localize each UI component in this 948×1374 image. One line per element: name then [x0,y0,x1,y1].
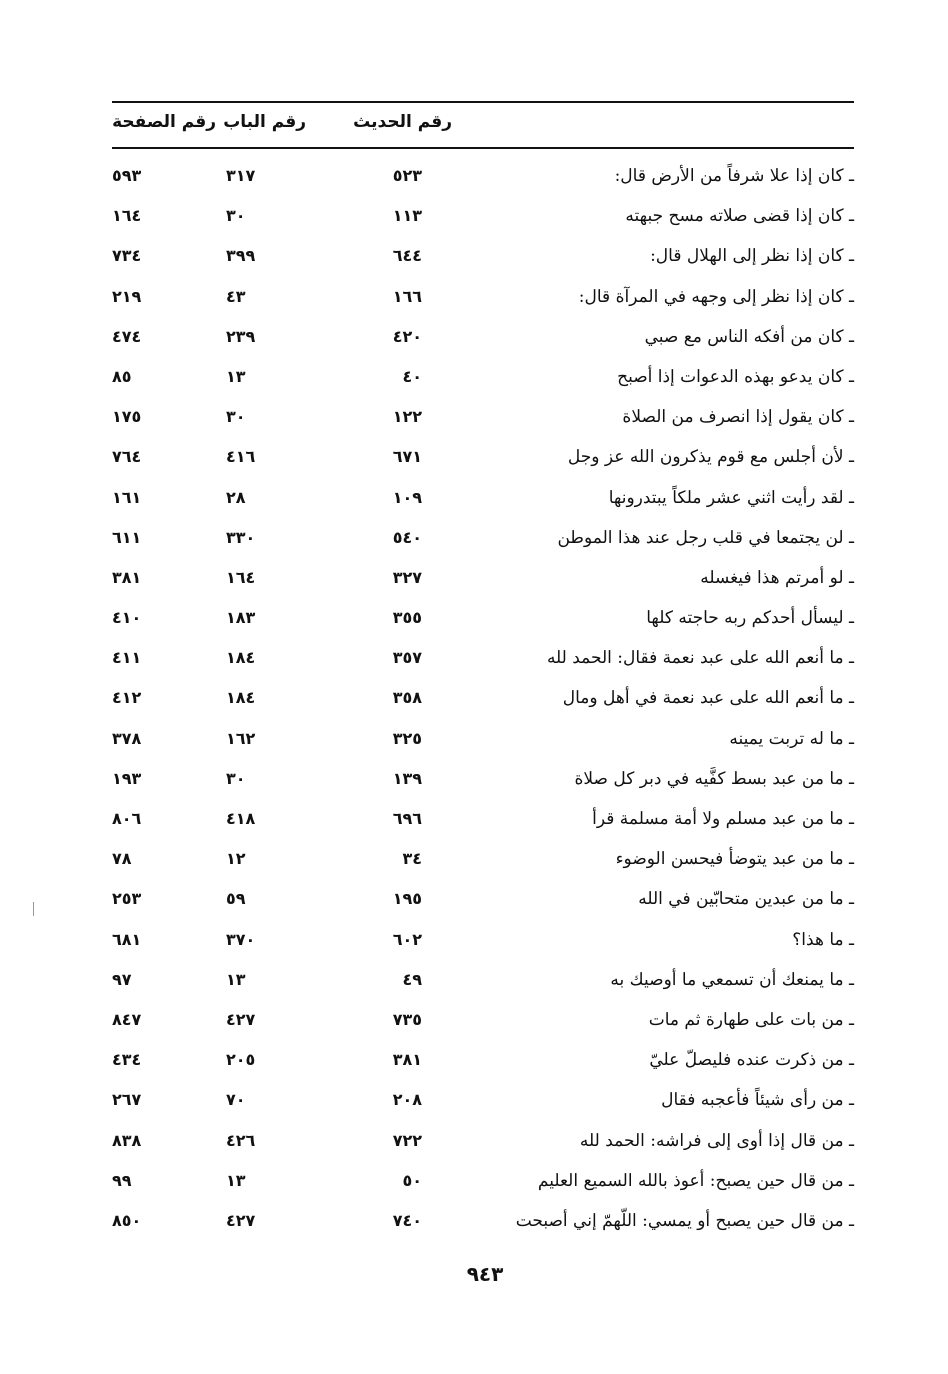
entry-text: ـ ما له تربت يمينه [729,728,854,749]
hadith-number: ٣٤ [402,849,422,869]
table-row [0,883,948,923]
page-number-cell: ١٧٥ [112,407,142,427]
chapter-number: ٤٢٧ [226,1210,256,1230]
page-number-cell: ٧٣٤ [112,246,142,266]
hadith-number: ٣٢٧ [392,567,422,587]
page-number: ٩٤٣ [466,1262,504,1286]
chapter-number: ٤٢٧ [226,1009,256,1029]
chapter-number: ٤١٨ [226,809,256,828]
table-row [0,602,948,642]
chapter-number: ١٢ [226,849,246,869]
hadith-number: ٦٠٢ [392,929,422,949]
chapter-number: ٥٩ [226,889,246,909]
hadith-number: ١٠٩ [392,487,422,507]
header-hadith-number: رقم الحديث [353,112,452,132]
entry-text: ـ ما يمنعك أن تسمعي ما أوصيك به [610,969,854,990]
hadith-number: ٤٢٠ [392,326,422,346]
chapter-number: ٤١٦ [226,447,256,467]
hadith-number: ٥٢٣ [392,166,422,185]
table-row [0,1165,948,1205]
entry-text: ـ ما أنعم الله على عبد نعمة فقال: الحمد لله [546,648,854,669]
table-row [0,843,948,883]
chapter-number: ١٣ [226,366,246,386]
chapter-number: ٣٣٠ [226,527,256,547]
page-number-cell: ٤٣٤ [112,1050,142,1070]
hadith-number: ٦٧١ [392,447,422,467]
entry-text: ـ ما هذا؟ [792,929,854,950]
entry-text: ـ لقد رأيت اثني عشر ملكاً يبتدرونها [608,487,854,508]
table-row [0,482,948,522]
table-row [0,763,948,803]
table-row [0,723,948,763]
chapter-number: ٣٧٠ [226,929,256,949]
table-row [0,924,948,964]
chapter-number: ١٨٤ [226,648,256,668]
table-row [0,441,948,481]
page-number-cell: ٣٧٨ [112,728,142,748]
hadith-number: ٤٩ [402,969,422,989]
hadith-number: ٣٥٧ [392,648,422,668]
chapter-number: ٤٢٦ [226,1130,256,1150]
entry-text: ـ من قال حين يصبح أو يمسي: اللّهمّ إني أصبحت [515,1210,854,1231]
hadith-number: ٧٢٢ [392,1130,422,1150]
page-number-cell: ٩٧ [112,969,132,989]
entry-text: ـ كان إذا نظر إلى وجهه في المرآة قال: [578,286,854,307]
page-number-cell: ٨٠٦ [112,809,142,828]
entry-text: ـ من بات على طهارة ثم مات [648,1009,854,1030]
table-row [0,522,948,562]
entry-text: ـ كان إذا نظر إلى الهلال قال: [650,246,854,267]
chapter-number: ١٦٢ [226,728,256,748]
hadith-number: ٢٠٨ [392,1090,422,1110]
hadith-number: ١١٣ [392,206,422,226]
chapter-number: ١٣ [226,1170,246,1190]
page-number-cell: ١٩٣ [112,768,142,788]
entry-text: ـ لأن أجلس مع قوم يذكرون الله عز وجل [567,447,854,468]
entry-text: ـ من قال إذا أوى إلى فراشه: الحمد لله [579,1130,854,1151]
hadith-number: ١٣٩ [392,768,422,788]
hadith-number: ١٩٥ [392,889,422,909]
hadith-number: ٣٢٥ [392,728,422,748]
header-rule [112,147,854,149]
table-row [0,281,948,321]
hadith-number: ١٢٢ [392,407,422,427]
hadith-number: ١٦٦ [392,286,422,306]
entry-text: ـ ليسأل أحدكم ربه حاجته كلها [646,608,854,629]
top-rule [112,101,854,103]
entry-text: ـ ما من عبد بسط كفَّيه في دبر كل صلاة [574,768,854,789]
page-number-cell: ٤٧٤ [112,326,142,346]
entry-text: ـ من رأى شيئاً فأعجبه فقال [661,1090,854,1111]
entry-text: ـ من ذكرت عنده فليصلّ عليّ [649,1050,854,1071]
page-number-cell: ٤١١ [112,648,142,668]
table-row [0,1084,948,1124]
hadith-number: ٥٠ [402,1170,422,1190]
table-row [0,160,948,200]
page-number-cell: ١٦٤ [112,206,142,226]
entry-text: ـ ما من عبدين متحابّين في الله [638,889,854,910]
table-row [0,401,948,441]
chapter-number: ١٨٣ [226,608,256,628]
entry-text: ـ كان إذا علا شرفاً من الأرض قال: [614,166,854,186]
entry-text: ـ ما من عبد مسلم ولا أمة مسلمة قرأ [592,809,854,829]
hadith-number: ٣٨١ [392,1050,422,1070]
entry-text: ـ كان يقول إذا انصرف من الصلاة [622,407,854,428]
page-number-cell: ٦٨١ [112,929,142,949]
page-number-cell: ٢١٩ [112,286,142,306]
chapter-number: ٧٠ [226,1090,246,1110]
page-number-cell: ٢٦٧ [112,1090,142,1110]
page-number-cell: ٧٨ [112,849,132,869]
chapter-number: ٣٠ [226,768,246,788]
page-number-cell: ٤١٢ [112,688,142,708]
index-table [0,160,948,1245]
chapter-number: ١٦٤ [226,567,256,587]
hadith-number: ٣٥٨ [392,688,422,708]
table-row [0,964,948,1004]
page-number-cell: ٨٤٧ [112,1009,142,1029]
header-page-number: رقم الصفحة [112,112,216,132]
hadith-number: ٧٣٥ [392,1009,422,1029]
entry-text: ـ لو أمرتم هذا فيغسله [700,567,854,588]
hadith-number: ٤٠ [402,366,422,386]
chapter-number: ٣٠ [226,206,246,226]
chapter-number: ٣١٧ [226,166,256,185]
entry-text: ـ كان إذا قضى صلاته مسح جبهته [625,206,854,227]
page-number-cell: ٦١١ [112,527,142,547]
margin-mark [33,902,34,916]
table-row [0,642,948,682]
chapter-number: ١٣ [226,969,246,989]
page-number-cell: ٢٥٣ [112,889,142,909]
page-number-cell: ٧٦٤ [112,447,142,467]
table-row [0,240,948,280]
page-number-cell: ٩٩ [112,1170,132,1190]
table-row [0,1205,948,1245]
page-number-cell: ٨٥ [112,366,132,386]
page-number-cell: ٤١٠ [112,608,142,628]
entry-text: ـ كان يدعو بهذه الدعوات إذا أصبح [617,366,854,387]
page-number-cell: ١٦١ [112,487,142,507]
table-row [0,1004,948,1044]
entry-text: ـ كان من أفكه الناس مع صبي [644,326,854,347]
table-row [0,562,948,602]
page-number-cell: ٨٥٠ [112,1210,142,1230]
table-row [0,1044,948,1084]
hadith-number: ٧٤٠ [392,1210,422,1230]
chapter-number: ٣٠ [226,407,246,427]
hadith-number: ٥٤٠ [392,527,422,547]
entry-text: ـ من قال حين يصبح: أعوذ بالله السميع العليم [537,1170,854,1191]
chapter-number: ٤٣ [226,286,246,306]
chapter-number: ٢٨ [226,487,246,507]
entry-text: ـ ما من عبد يتوضأ فيحسن الوضوء [615,849,854,870]
hadith-number: ٣٥٥ [392,608,422,628]
table-row [0,682,948,722]
entry-text: ـ لن يجتمعا في قلب رجل عند هذا الموطن [557,527,854,548]
table-row [0,200,948,240]
chapter-number: ١٨٤ [226,688,256,708]
page-number-cell: ٨٣٨ [112,1130,142,1150]
chapter-number: ٢٣٩ [226,326,256,346]
page-number-cell: ٣٨١ [112,567,142,587]
table-row [0,1125,948,1165]
header-chapter-number: رقم الباب [223,112,306,132]
entry-text: ـ ما أنعم الله على عبد نعمة في أهل ومال [562,688,854,709]
hadith-number: ٦٩٦ [392,809,422,828]
chapter-number: ٣٩٩ [226,246,256,266]
chapter-number: ٢٠٥ [226,1050,256,1070]
table-row [0,321,948,361]
table-row [0,361,948,401]
hadith-number: ٦٤٤ [392,246,422,266]
table-row [0,803,948,843]
page-number-cell: ٥٩٣ [112,166,142,185]
